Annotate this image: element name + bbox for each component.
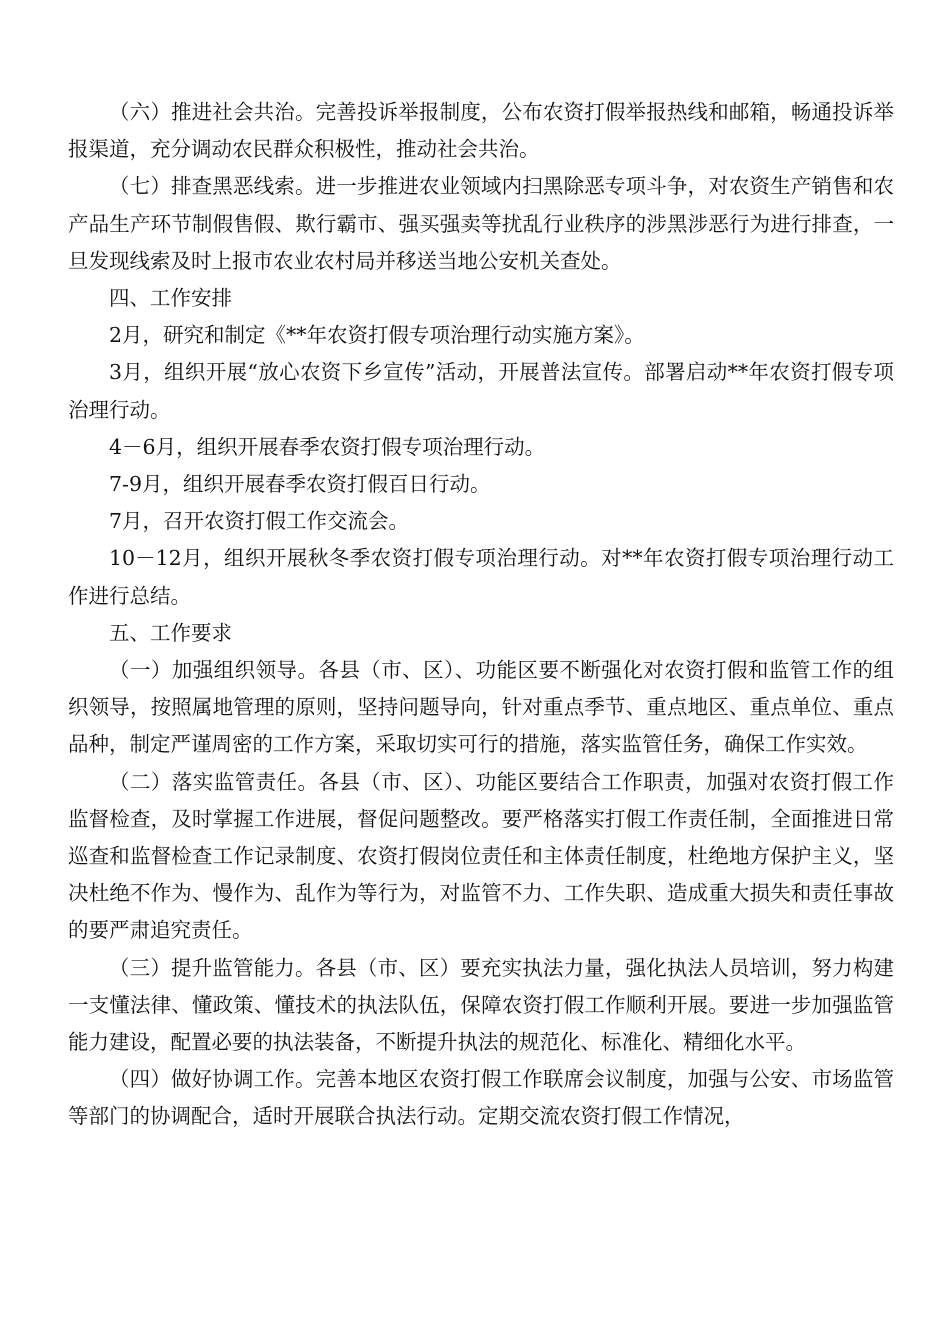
paragraph-coordination-work: （四）做好协调工作。完善本地区农资打假工作联席会议制度，加强与公安、市场监管等部门的协调配合，适时开展联合执法行动。定期交流农资打假工作情况， [68, 1067, 894, 1129]
schedule-item-july-september: 7-9月，组织开展春季农资打假百日行动。 [109, 472, 491, 497]
section-heading-work-schedule: 四、工作安排 [109, 286, 232, 311]
schedule-item-february: 2月，研究和制定《**年农资打假专项治理行动实施方案》。 [109, 323, 645, 348]
paragraph-supervision-responsibility: （二）落实监管责任。各县（市、区）、功能区要结合工作职责，加强对农资打假工作监督检查，及时掌握工作进展，督促问题整改。要严格落实打假工作责任制，全面推进日常巡查和监督检查工作记录制度、农资打假岗位责任和主体责任制度，杜绝地方保护主义，坚决杜绝不作为、慢作为、乱作为等行为，对监管不力、工作失职、造成重大损失和责任事故的要严肃追究责任。 [68, 769, 894, 943]
document-body [68, 94, 894, 1136]
paragraph-gang-clue-investigation: （七）排查黑恶线索。进一步推进农业领域内扫黑除恶专项斗争，对农资生产销售和农产品生产环节制假售假、欺行霸市、强买强卖等扰乱行业秩序的涉黑涉恶行为进行排查，一旦发现线索及时上报市农业农村局并移送当地公安机关查处。 [68, 174, 894, 273]
paragraph-strengthen-leadership: （一）加强组织领导。各县（市、区）、功能区要不断强化对农资打假和监管工作的组织领导，按照属地管理的原则，坚持问题导向，针对重点季节、重点地区、重点单位、重点品种，制定严谨周密的工作方案，采取切实可行的措施，落实监管任务，确保工作实效。 [68, 658, 894, 757]
schedule-item-october-december: 10－12月，组织开展秋冬季农资打假专项治理行动。对**年农资打假专项治理行动工作进行总结。 [68, 546, 894, 608]
paragraph-supervision-capacity: （三）提升监管能力。各县（市、区）要充实执法力量，强化执法人员培训，努力构建一支懂法律、懂政策、懂技术的执法队伍，保障农资打假工作顺利开展。要进一步加强监管能力建设，配置必要的执法装备，不断提升执法的规范化、标准化、精细化水平。 [68, 955, 894, 1055]
schedule-item-july: 7月，召开农资打假工作交流会。 [109, 509, 410, 534]
paragraph-social-governance: （六）推进社会共治。完善投诉举报制度，公布农资打假举报热线和邮箱，畅通投诉举报渠道，充分调动农民群众积极性，推动社会共治。 [68, 100, 894, 162]
schedule-item-april-june: 4－6月，组织开展春季农资打假专项治理行动。 [109, 434, 546, 459]
schedule-item-march: 3月，组织开展“放心农资下乡宣传”活动，开展普法宣传。部署启动**年农资打假专项治理行动。 [68, 360, 894, 422]
section-heading-work-requirements: 五、工作要求 [109, 620, 232, 645]
